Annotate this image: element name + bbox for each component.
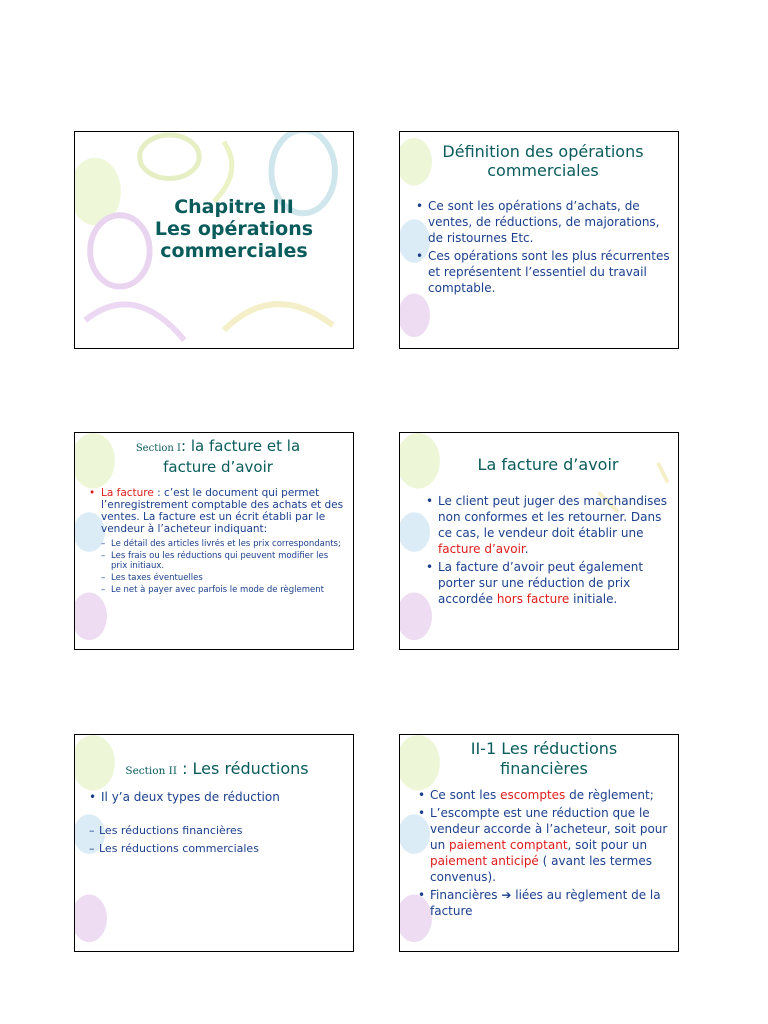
title-line: financières [500, 759, 588, 778]
sub-bullet: – Les réductions commerciales [89, 841, 345, 857]
bullet-text: : c’est le document qui permet l’enregistrement comptable des achats et des ventes. La facture est un écrit établi par le vendeur à l’acheteur indiquant: [101, 487, 344, 535]
bullet: • Il y’a deux types de réduction [89, 789, 345, 805]
bullet-text: de règlement; [565, 788, 654, 802]
slide-6 [399, 734, 679, 952]
bullet-text: . [524, 542, 529, 556]
bullet-text: , soit pour un [567, 838, 648, 852]
bullet-text: L’escompte est une réduction que le vendeur accorde à l’acheteur, soit pour un [430, 806, 668, 852]
bullet-text: Ce sont les [430, 788, 501, 802]
bullet: • Ce sont les opérations d’achats, de ventes, de réductions, de majorations, de ristournes Etc. [416, 198, 670, 246]
title-text: : Les réductions [176, 759, 309, 778]
bullet [418, 887, 670, 919]
bullet-text: ( avant les termes convenus). [430, 854, 652, 884]
sub-bullet: – Les taxes éventuelles [101, 573, 347, 583]
slide-3 [74, 432, 354, 650]
sub-bullet: – Les frais ou les réductions qui peuvent modifier les prix initiaux. [101, 551, 347, 571]
arrow-icon: ➔ [501, 888, 512, 902]
bullet [418, 787, 670, 803]
bullet-text: initiale. [569, 592, 618, 606]
title-line: commerciales [160, 240, 308, 262]
bullet [426, 559, 670, 607]
sub-bullet: – Les réductions financières [89, 823, 345, 839]
slide-2 [399, 131, 679, 349]
title-line: Chapitre III [174, 196, 294, 218]
bullet-text: Financières [430, 888, 502, 902]
title-text: : la facture et la [181, 437, 301, 455]
title-line: II-1 Les réductions [470, 739, 618, 758]
slide-3-title [89, 437, 347, 477]
slide-4 [399, 432, 679, 650]
slide-5 [74, 734, 354, 952]
slide-4-title: La facture d’avoir [477, 455, 619, 474]
highlight-term: paiement comptant [449, 838, 568, 852]
highlight-term: hors facture [496, 592, 570, 606]
slide-1 [74, 131, 354, 349]
highlight-term: escomptes [500, 788, 566, 802]
bullet: • Ces opérations sont les plus récurrentes et représentent l’essentiel du travail comptable. [416, 248, 670, 296]
sub-bullet: – Le détail des articles livrés et les prix correspondants; [101, 539, 347, 549]
title-line: commerciales [487, 161, 599, 180]
highlight-term: paiement anticipé [430, 854, 539, 868]
slide-2-title [416, 142, 670, 180]
highlight-term: facture d’avoir [438, 542, 525, 556]
title-line: Les opérations [154, 218, 314, 240]
bullet-text: liées au règlement de la facture [430, 888, 661, 918]
slide-5-title [89, 759, 345, 781]
slide-1-title [115, 196, 353, 262]
section-label: Section I [135, 443, 182, 454]
slide-6-title [418, 739, 670, 779]
title-line: facture d’avoir [163, 458, 273, 476]
title-line: Définition des opérations [442, 142, 644, 161]
highlight-term: La facture [101, 487, 154, 499]
bullet [89, 487, 347, 535]
bullet [426, 493, 670, 557]
sub-bullet: – Le net à payer avec parfois le mode de règlement [101, 585, 347, 595]
bullet [418, 805, 670, 885]
bullet-text: La facture d’avoir peut également porter sur une réduction de prix accordée [438, 560, 644, 606]
bullet-text: Le client peut juger des marchandises non conformes et les retourner. Dans ce cas, le vendeur doit établir une [438, 494, 668, 540]
section-label: Section II [125, 765, 177, 777]
